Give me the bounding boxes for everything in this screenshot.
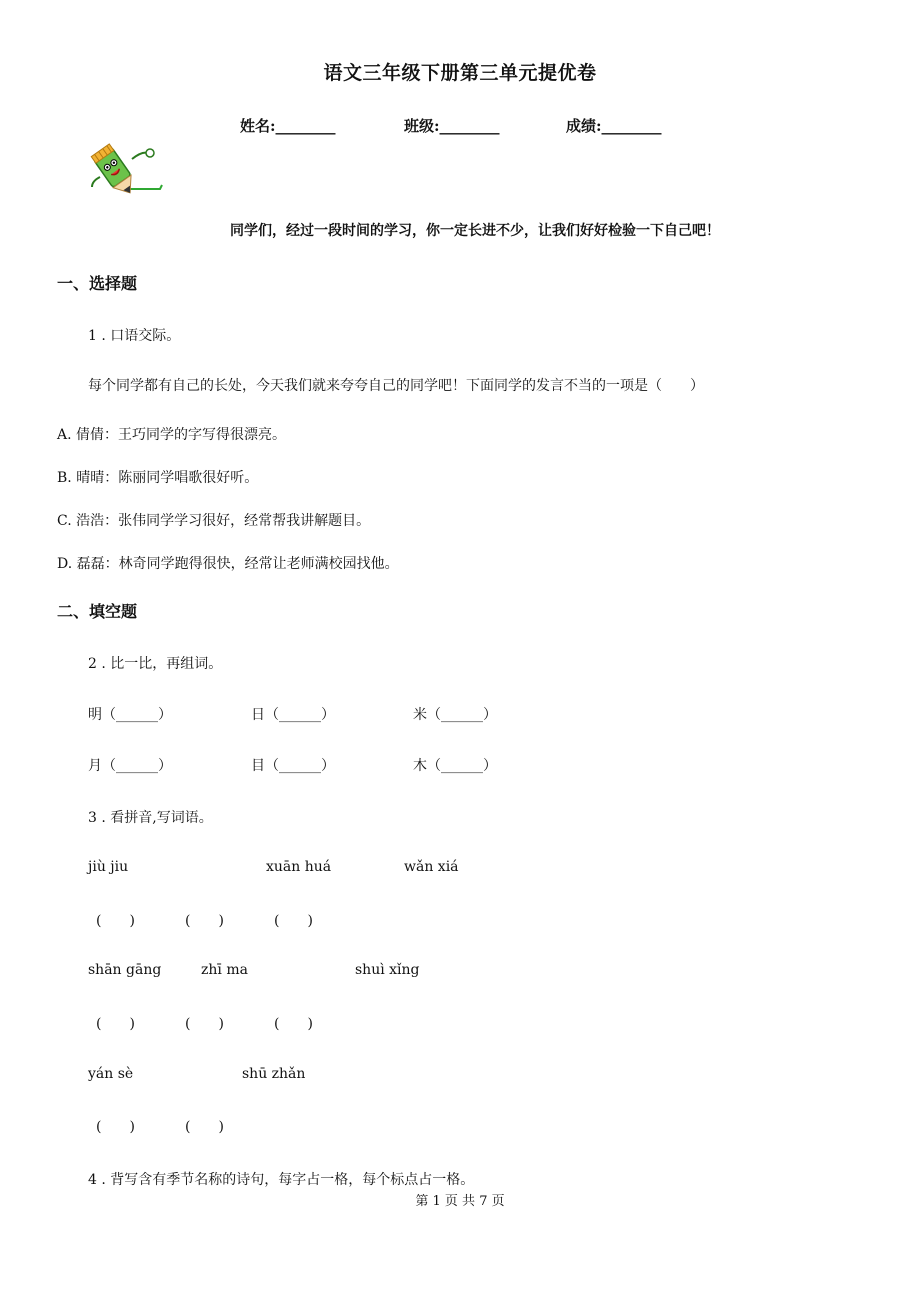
pinyin-shangang: shān gāng xyxy=(88,962,162,978)
answer-box: ( ) xyxy=(96,913,135,929)
option-b: B. 晴晴：陈丽同学唱歌很好听。 xyxy=(57,470,259,486)
answer-box: ( ) xyxy=(274,1016,313,1032)
answer-box: ( ) xyxy=(185,1016,224,1032)
question-1-title: 1 . 口语交际。 xyxy=(88,328,181,344)
compare-item-ming: 明（______） xyxy=(88,707,172,723)
answer-box: ( ) xyxy=(185,913,224,929)
section-heading-fill-blank: 二、填空题 xyxy=(57,602,138,621)
answer-box: ( ) xyxy=(96,1119,135,1135)
compare-item-mi: 米（______） xyxy=(413,707,497,723)
name-field-label: 姓名:________ xyxy=(240,117,336,135)
question-1-prompt: 每个同学都有自己的长处，今天我们就来夸夸自己的同学吧！下面同学的发言不当的一项是（ ） xyxy=(88,378,704,394)
answer-box: ( ) xyxy=(96,1016,135,1032)
pinyin-shuzhan: shū zhǎn xyxy=(242,1066,306,1082)
compare-item-yue: 月（______） xyxy=(88,758,172,774)
option-a: A. 倩倩：王巧同学的字写得很漂亮。 xyxy=(57,427,287,443)
pinyin-zhima: zhī ma xyxy=(201,962,248,978)
score-field-label: 成绩:________ xyxy=(566,117,662,135)
intro-text: 同学们，经过一段时间的学习，你一定长进不少，让我们好好检验一下自己吧！ xyxy=(230,223,720,239)
page-number: 第 1 页 共 7 页 xyxy=(415,1194,505,1209)
section-heading-choice: 一、选择题 xyxy=(57,274,138,293)
page-title: 语文三年级下册第三单元提优卷 xyxy=(323,62,597,84)
pinyin-wanxia: wǎn xiá xyxy=(404,859,459,875)
pinyin-xuanhua: xuān huá xyxy=(266,859,332,875)
pinyin-shuixing: shuì xǐng xyxy=(355,962,420,978)
question-3-title: 3 . 看拼音,写词语。 xyxy=(88,810,213,826)
pencil-mascot-icon xyxy=(86,141,166,203)
compare-item-mu-eye: 目（______） xyxy=(251,758,335,774)
compare-item-mu-wood: 木（______） xyxy=(413,758,497,774)
answer-box: ( ) xyxy=(274,913,313,929)
class-field-label: 班级:________ xyxy=(404,117,500,135)
answer-box: ( ) xyxy=(185,1119,224,1135)
pinyin-yanse: yán sè xyxy=(88,1066,134,1082)
option-c: C. 浩浩：张伟同学学习很好，经常帮我讲解题目。 xyxy=(57,513,371,529)
question-2-title: 2 . 比一比，再组词。 xyxy=(88,656,223,672)
option-d: D. 磊磊：林奇同学跑得很快，经常让老师满校园找他。 xyxy=(57,556,399,572)
question-4-title: 4 . 背写含有季节名称的诗句，每字占一格，每个标点占一格。 xyxy=(88,1172,475,1188)
pinyin-jiujiu: jiù jiu xyxy=(88,859,129,875)
compare-item-ri: 日（______） xyxy=(251,707,335,723)
